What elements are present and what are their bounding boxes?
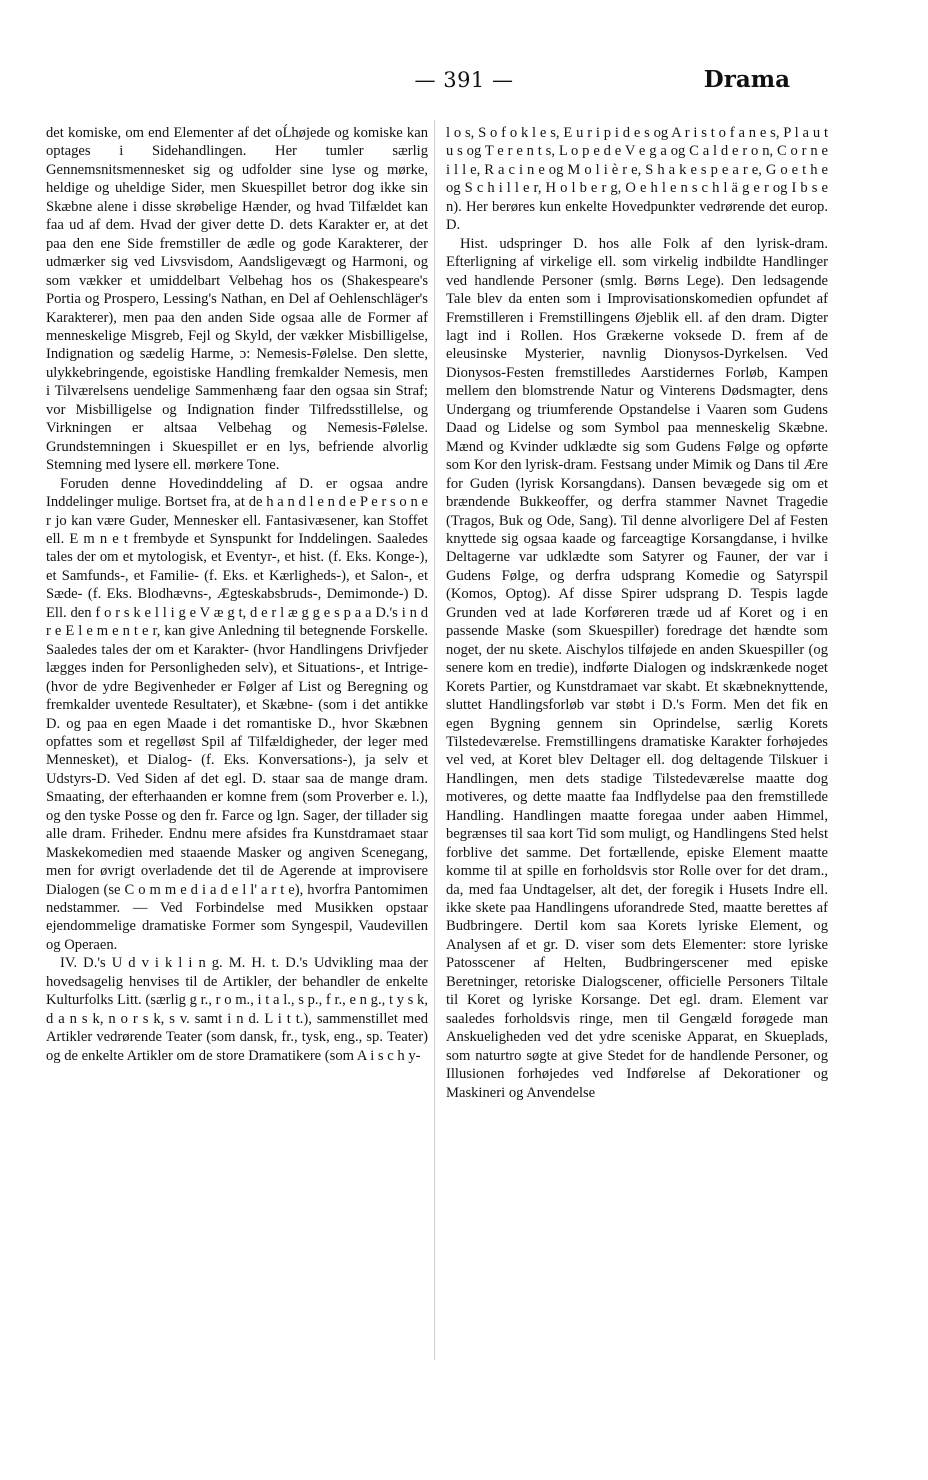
right-column <box>446 124 828 1102</box>
paragraph: Hist. udspringer D. hos alle Folk af den lyrisk-dram. Efterligning af virkelige ell. som virkelig indbildte Handlinger ved handlende Personer (smlg. Børns Lege). Den ledsagende Tale blev da enten som i Improvisationskomedien opfundet af Fremstilleren i Fremstillingens Øjeblik ell. af den dram. Digter lagt ind i Rollen. Hos Grækerne voksede D. frem af de eleusinske Mysterier, navnlig Dionysos-Dyrkelsen. Ved Dionysos-Festen fremstilledes Aarstidernes Forløb, Kampen mellem den blomstrende Natur og Vinterens Dødsmagter, dens Undergang og triumferende Opstandelse i Vaaren som Gudens Daad og Lidelse og som Symbol paa menneskelig Skæbne. Mænd og Kvinder udklædte sig som Gudens Følge og opførte som Kor den lyrisk-dram. Festsang under Mimik og Dans til Ære for Guden (lyrisk Korsangdans). Dansen bevægede sig om et brændende Bukkeoffer, og derfra stammer Navnet Tragedie (Tragos, Buk og Ode, Sang). Til denne alvorligere Del af Festen knyttede sig ogsaa kaade og farceagtige Korsangdanse, i hvilke Deltagerne var udklædte som Satyrer og Fauner, der var i Gudens Følge, og derfra udsprang Komedie og Satyrspil (Komos, Optog). Af disse Spirer udsprang D. Tespis lagde Grunden ved at lade Korføreren træde ud af Koret og i en passende Maske (som Skuespiller) foredrage det hændte som noget, der nu skete. Aischylos tilføjede en anden Skuespiller (og senere kom en tredie), indførte Dialogen og indskrænkede noget Korets Partier, og Kunstdramaet var skabt. Et skæbneknyttende, sluttet Handlingsforløb var støbt i D.'s Form. Men det fik en egen Bygning gennem sin Oprindelse, særlig Korets Tilstedeværelse. Fremstillingens dramatiske Karakter forhøjedes vel ved, at Koret blev Deltager ell. dog deltagende Tilskuer i Handlingen, men dets stadige Tilstedeværelse maatte dog motiveres, og dette maatte faa Indflydelse paa den fremstillede Handling. Handlingen maatte foregaa under aaben Himmel, begrænses til saa kort Tid som muligt, og Handlingens Sted helst forblive det samme. Det fortællende, episke Element maatte komme til at spille en forholdsvis stor Rolle over for det dram., da, med faa Undtagelser, alt det, der foregik i Husets Indre ell. ikke skete paa Handlingens uforandrede Sted, maatte berettes af Budbringere. Dertil kom saa Korets lyriske Element, og Analysen af et gr. D. viser som dets Elementer: store lyriske Patosscener af Helten, Budbringerscener med episke Beretninger, retoriske Dialogscener, officielle Personers Tiltale til Koret og lyriske Korsange. Det egl. dram. Element var saaledes forholdsvis ringe, men til Gengæld forøgede man Anskueligheden ved det ydre sceniske Apparat, en Skueplads, som naturtro søgte at give Stedet for de handlende Personer, og Illusionen forhøjedes ved Indførelse af Dekorationer og Maskineri og Anvendelse <box>446 235 828 1101</box>
paragraph: det komiske, om end Elementer af det oĹhøjede og komiske kan optages i Sidehandlingen. Her tumler særlig Gennemsnitsmennesket sig og udfolder sine lyse og mørke, heldige og uheldige Sider, men Skuespillet betror dog ikke sin Skæbne alene i disse skrøbelige Hænder, og hvad Tilfældet kan faa ud af dem. Hvad der giver dette D. dets Karakter er, at det paa den ene Side fremstiller de ædle og gode Karakterer, der udmærker sig ved Livsvisdom, Aandsligevægt og Harmoni, og som vækker et umiddelbart Velbehag hos os (Shakespeare's Portia og Prospero, Lessing's Nathan, en Del af Oehlenschläger's Karakterer), men paa den anden Side ogsaa alle de Former af menneskelige Misgreb, Fejl og Skyld, der vækker Misbilligelse, Indignation og sædelig Harme, ɔ: Nemesis-Følelse. Den slette, ulykkebringende, egoistiske Handling fremkalder Nemesis, men i Tilværelsens uendelige Sammenhæng faar den ogsaa sin Straf; vor Misbilligelse og Indignation finder Tilfredsstillelse, og Virkningen er altsaa Velbehag og Nemesis-Følelse. Grundstemningen i Skuespillet er en lys, befriende alvorlig Stemning med lysere ell. mørkere Tone. <box>46 125 428 474</box>
running-head: Drama <box>703 66 790 93</box>
paragraph: IV. D.'s U d v i k l i n g. M. H. t. D.'s Udvikling maa der hovedsagelig henvises til de Artikler, der behandler de enkelte Kulturfolks Litt. (særlig g r., r o m., i t a l., s p., f r., e n g., t y s k, d a n s k, n o r s k, s v. samt i n d. L i t t.), sammenstillet med Artikler vedrørende Teater (som dansk, fr., tysk, eng., sp. Teater) og de enkelte Artikler om de store Dramatikere (som A i s c h y- <box>46 955 428 1064</box>
paragraph: Foruden denne Hovedinddeling af D. er ogsaa andre Inddelinger mulige. Bortset fra, at de h a n d l e n d e P e r s o n e r jo kan være Guder, Mennesker ell. Fantasivæsener, kan Stoffet ell. E m n e t frembyde et Synspunkt for Inddelingen. Saaledes tales der om et mytologisk, et Eventyr-, et hist. (f. Eks. Konge-), et Samfunds-, et Familie- (f. Eks. et Kærligheds-), et Salon-, et Sæde- (f. Eks. Blodhævns-, Ægteskabsbruds-, Demimonde-) D. Ell. den f o r s k e l l i g e V æ g t, d e r l æ g g e s p a a D.'s i n d r e E l e m e n t e r, kan give Anledning til betegnende Forskelle. Saaledes tales der om et Karakter- (hvor Handlingens Drivfjeder lægges inden for Personligheden selv), et Situations-, et Intrige- (hvor de ydre Begivenheder er Følger af List og Beregning og fremkalder uventede Resultater), et Skæbne- (som i det antikke D. og paa en egen Maade i det romantiske D., hvor Skæbnen opfattes som et regelløst Spil af Tilfældigheder, der leger med Mennesket), et Dialog- (f. Eks. Konversations-), ja selv et Udstyrs-D. Ved Siden af det egl. D. staar saa de mange dram. Smaating, der efterhaanden er komne frem (som Proverber e. l.), og den tyske Posse og den fr. Farce og lgn. Sager, der tillader sig alle dram. Friheder. Endnu mere afsides fra Kunstdramaet staar Maskekomedien med staaende Masker og angiven Scenegang, men for øvrigt overladende det til de Agerende at improvisere Dialogen (se C o m m e d i a d e l l' a r t e), hvorfra Pantomimen nedstammer. — Ved Forbindelse med Musikken opstaar ejendommelige dramatiske Former som Syngespil, Vaudevillen og Operaen. <box>46 475 428 953</box>
paragraph: l o s, S o f o k l e s, E u r i p i d e s og A r i s t o f a n e s, P l a u t u s og T e r e n t s, L o p e d e V e g a og C a l d e r o n, C o r n e i l l e, R a c i n e og M o l i è r e, S h a k e s p e a r e, G o e t h e og S c h i l l e r, H o l b e r g, O e h l e n s c h l ä g e r og I b s e n). Her berøres kun enkelte Hovedpunkter vedrørende det europ. D. <box>446 125 828 234</box>
page-number: — 391 — <box>414 68 514 92</box>
column-divider <box>434 120 435 1360</box>
left-column <box>46 124 428 1065</box>
